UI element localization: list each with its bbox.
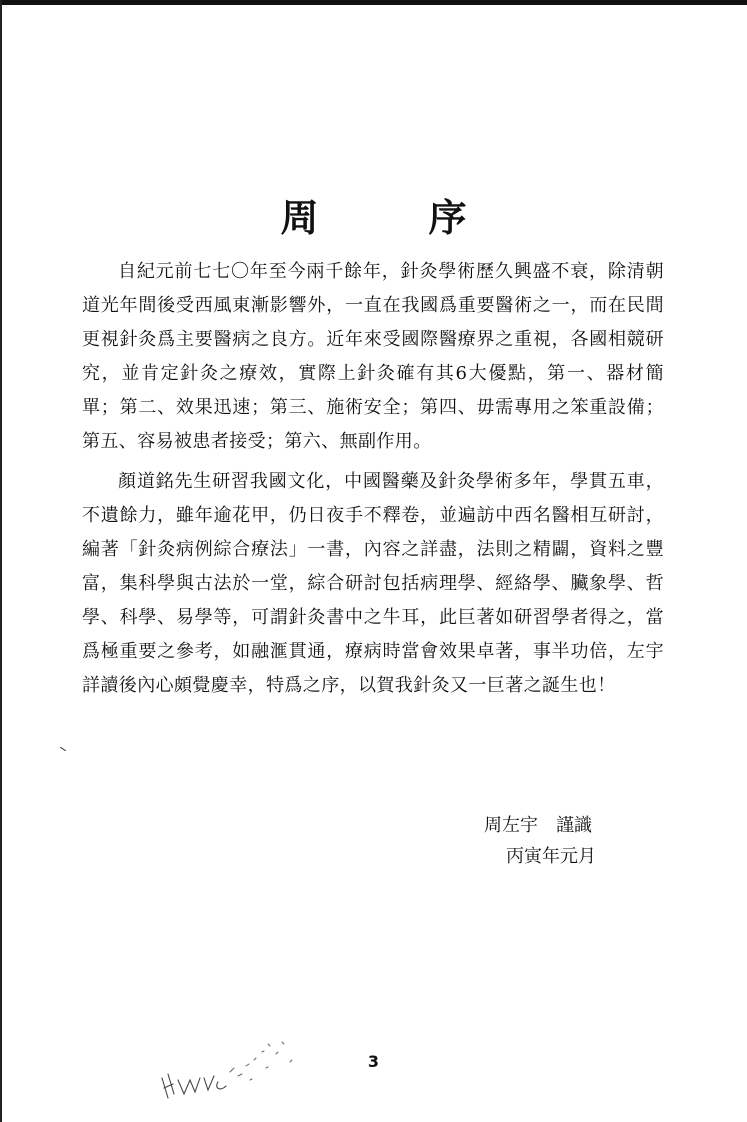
paragraph-1: 自紀元前七七〇年至今兩千餘年，針灸學術歷久興盛不衰，除清朝道光年間後受西風東漸影響外，一直在我國爲重要醫術之一，而在民間更視針灸爲主要醫病之良方。近年來受國際醫療界之重視，各國相競研究，並肯定針灸之療效，實際上針灸確有其6大優點，第一、器材簡單；第二、效果迅速；第三、施術安全；第四、毋需專用之笨重設備；第五、容易被患者接受；第六、無副作用。 (82, 261, 664, 452)
preface-body (82, 255, 664, 703)
page-number: 3 (367, 1052, 380, 1071)
page-title: 周 序 (280, 195, 503, 241)
signature-block (484, 810, 596, 872)
paragraph-2: 顏道銘先生研習我國文化，中國醫藥及針灸學術多年，學貫五車，不遺餘力，雖年逾花甲，仍日夜手不釋卷，並遍訪中西名醫相互研討，編著「針灸病例綜合療法」一書，內容之詳盡，法則之精闢，資料之豐富，集科學與古法於一堂，綜合研討包括病理學、經絡學、臟象學、哲學、科學、易學等，可謂針灸書中之牛耳，此巨著如研習學者得之，當爲極重要之參考，如融滙貫通，療病時當會效果卓著，事半功倍，左宇詳讀後內心頗覺慶幸，特爲之序，以賀我針灸又一巨著之誕生也！ (82, 471, 664, 696)
top-border-rule (0, 0, 747, 5)
signature-date: 丙寅年元月 (506, 846, 596, 867)
margin-mark (60, 747, 66, 751)
left-border-rule (0, 0, 2, 1122)
signature-author: 周左宇 謹識 (484, 815, 592, 836)
